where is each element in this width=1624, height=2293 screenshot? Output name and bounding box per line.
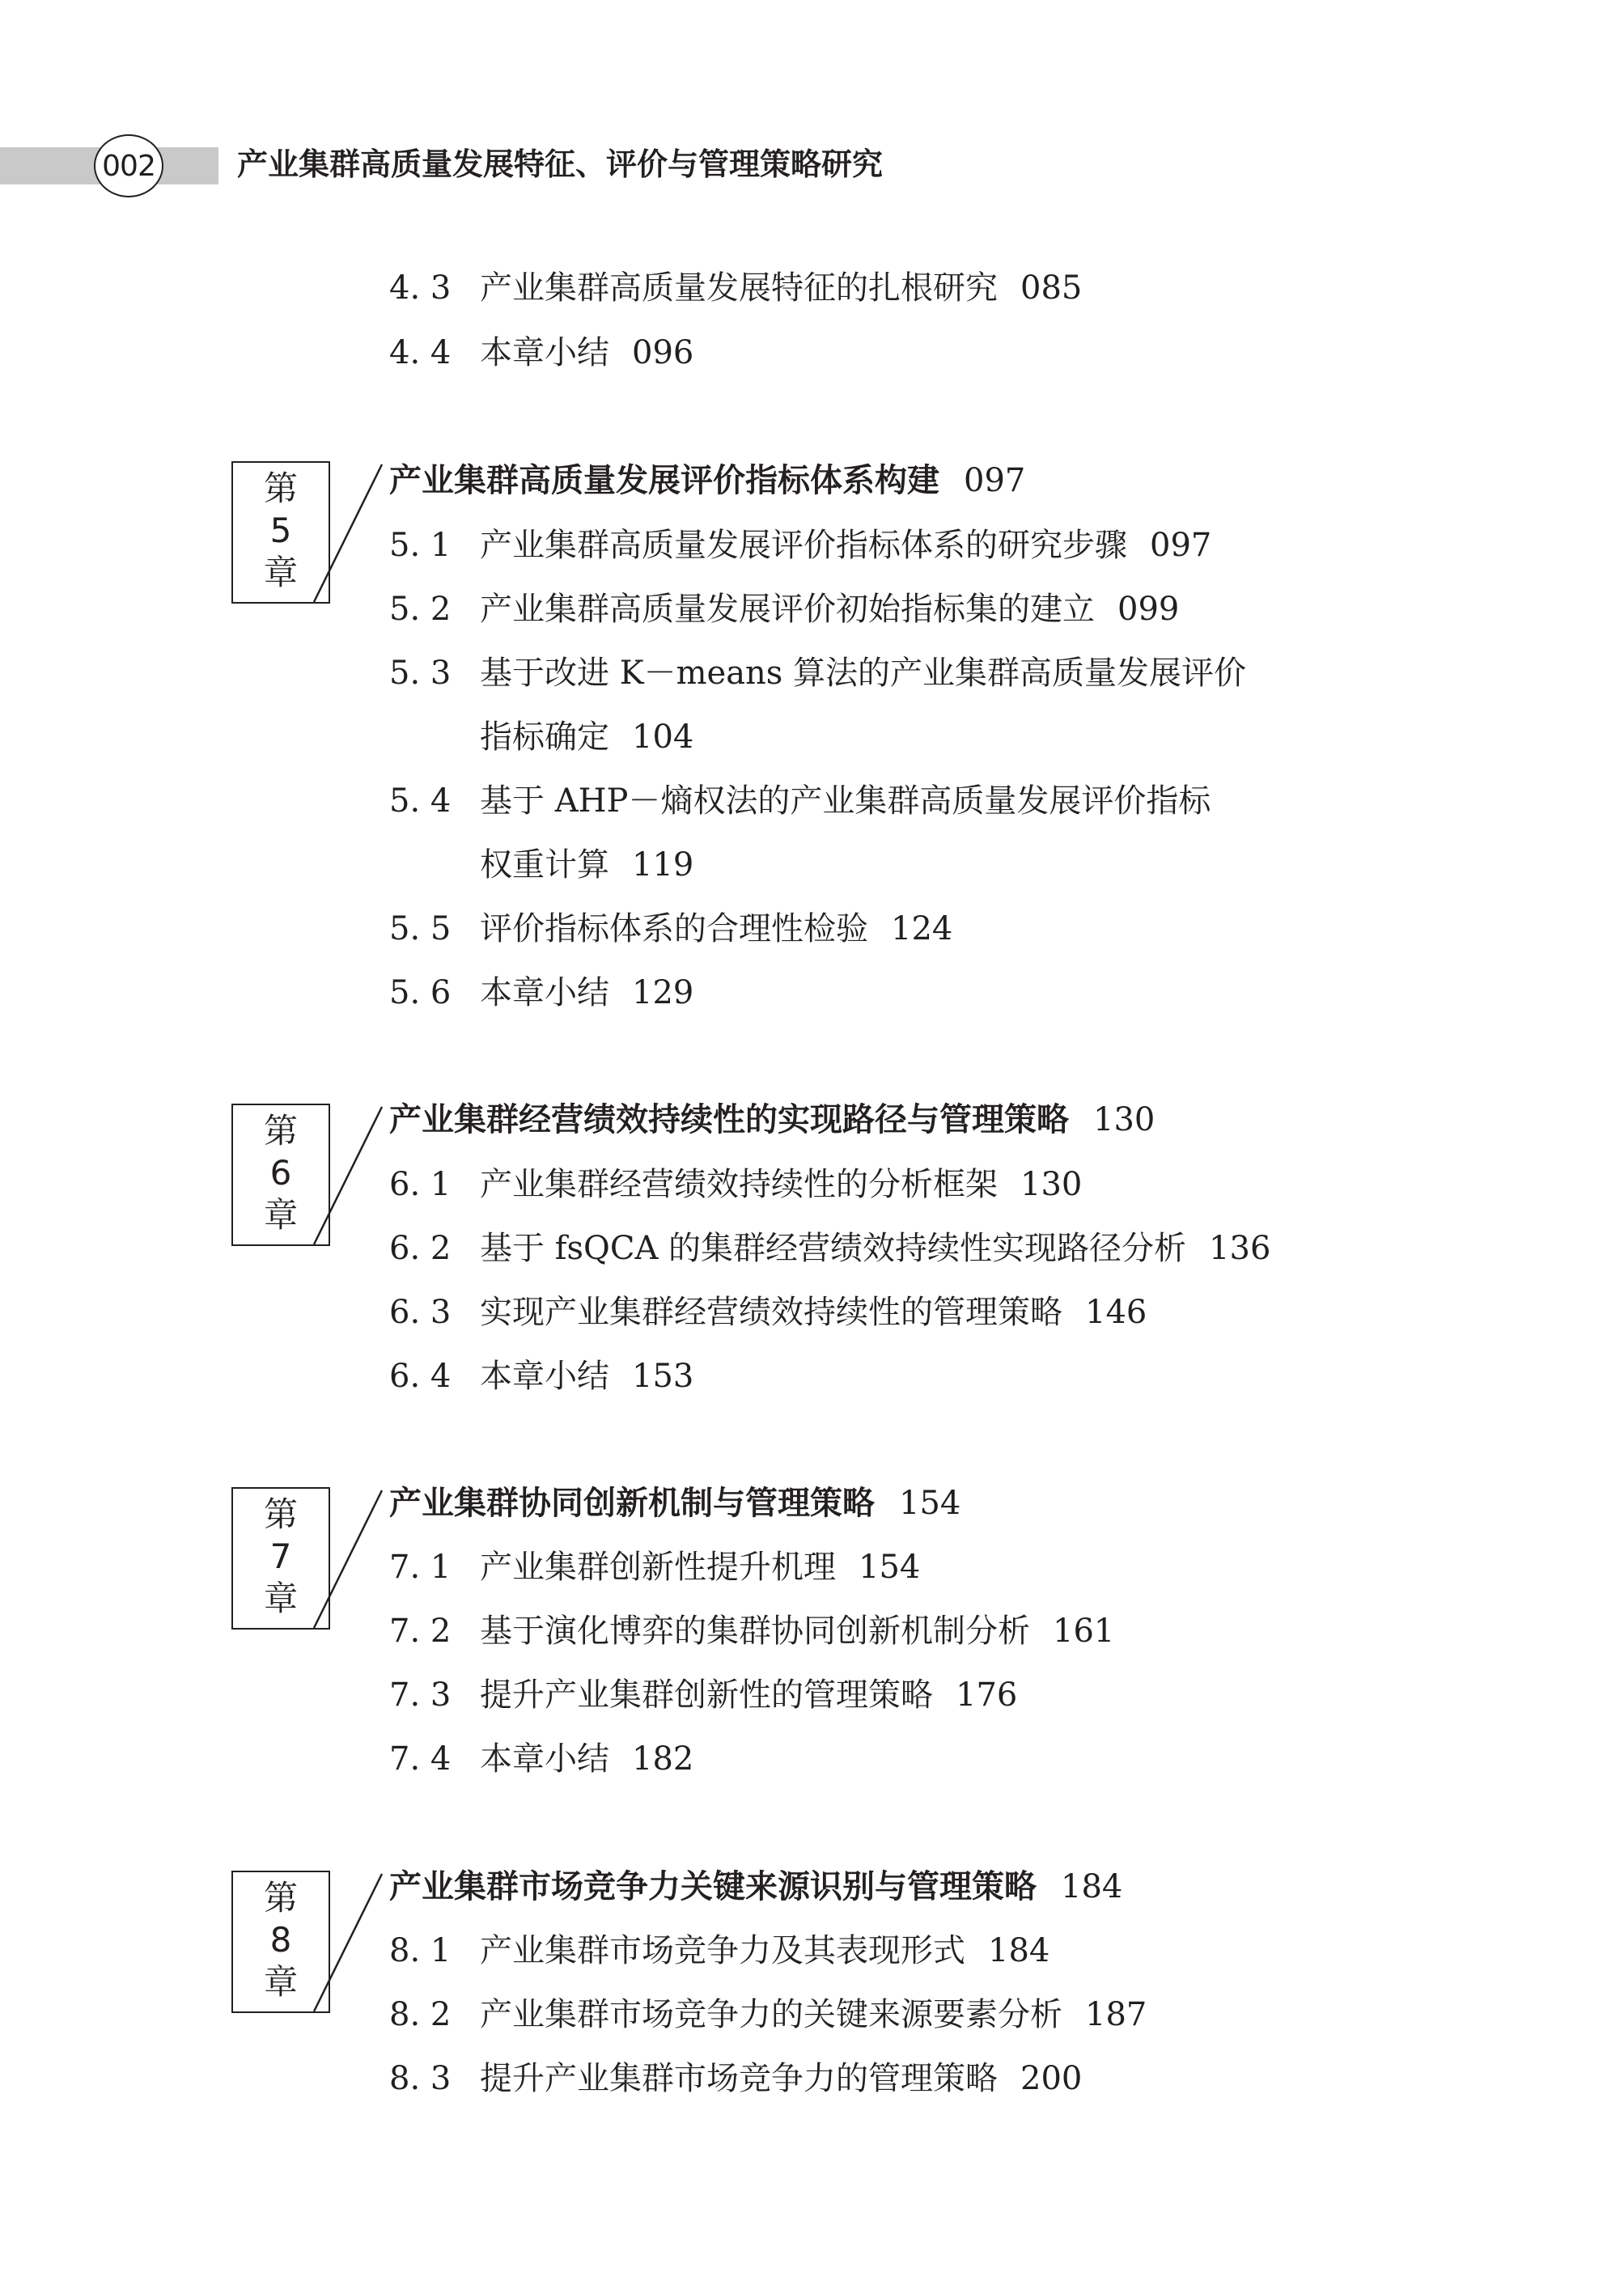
- badge-line: 章: [263, 553, 298, 592]
- badge-line: 第: [263, 1494, 298, 1534]
- chapter-title: [389, 1099, 1155, 1141]
- section-title: 产业集群高质量发展特征的扎根研究: [480, 269, 998, 307]
- chapter-title-text: 产业集群高质量发展评价指标体系构建: [389, 462, 939, 499]
- toc-entry: [389, 1674, 1017, 1716]
- chapter-title-text: 产业集群市场竞争力关键来源识别与管理策略: [389, 1868, 1037, 1905]
- section-title: 本章小结: [480, 1358, 609, 1395]
- chapter-badge: [231, 1104, 330, 1246]
- toc-entry: [389, 1738, 693, 1780]
- toc-entry-continuation: [480, 844, 693, 886]
- badge-diagonal: [314, 1105, 387, 1249]
- toc-entry: [389, 332, 693, 374]
- section-title: 产业集群创新性提升机理: [480, 1549, 836, 1586]
- page-number: 002: [94, 134, 163, 197]
- section-number: 8. 1: [389, 1932, 452, 1969]
- badge-line: 第: [263, 1878, 298, 1918]
- chapter-page: 130: [1093, 1101, 1155, 1138]
- chapter-title-text: 产业集群经营绩效持续性的实现路径与管理策略: [389, 1101, 1069, 1138]
- section-number: 7. 2: [389, 1613, 452, 1650]
- badge-line: 第: [263, 468, 298, 508]
- section-title: 本章小结: [480, 974, 609, 1011]
- section-title: 产业集群高质量发展评价初始指标集的建立: [480, 591, 1095, 628]
- section-page: 161: [1053, 1613, 1115, 1650]
- section-title: 本章小结: [480, 334, 609, 371]
- section-title: 产业集群高质量发展评价指标体系的研究步骤: [480, 527, 1127, 564]
- badge-line: 第: [263, 1111, 298, 1151]
- section-number: 6. 1: [389, 1166, 452, 1203]
- toc-entry: [389, 1610, 1114, 1652]
- section-title: 产业集群市场竞争力及其表现形式: [480, 1932, 965, 1969]
- section-page: 182: [632, 1740, 694, 1778]
- section-number: 6. 3: [389, 1294, 452, 1331]
- chapter-page: 097: [964, 462, 1026, 499]
- section-number: 7. 4: [389, 1740, 452, 1778]
- chapter-badge: [231, 1871, 330, 2013]
- chapter-page: 184: [1061, 1868, 1123, 1905]
- running-title: 产业集群高质量发展特征、评价与管理策略研究: [237, 146, 884, 182]
- toc-entry: [389, 1930, 1049, 1972]
- toc-entry: [389, 1291, 1147, 1333]
- badge-line: 章: [263, 1579, 298, 1618]
- section-title: 评价指标体系的合理性检验: [480, 910, 868, 947]
- section-number: 5. 5: [389, 910, 452, 947]
- chapter-title-text: 产业集群协同创新机制与管理策略: [389, 1485, 875, 1522]
- toc-entry: [389, 972, 693, 1014]
- section-title: 产业集群经营绩效持续性的分析框架: [480, 1166, 998, 1203]
- toc-entry: [389, 1227, 1270, 1269]
- section-number: 5. 6: [389, 974, 452, 1011]
- section-number: 5. 2: [389, 591, 452, 628]
- section-number: 8. 3: [389, 2060, 452, 2097]
- section-page: 136: [1209, 1230, 1271, 1267]
- section-page: 146: [1085, 1294, 1147, 1331]
- badge-diagonal: [314, 1872, 387, 2016]
- section-title: 基于 fsQCA 的集群经营绩效持续性实现路径分析: [480, 1230, 1187, 1267]
- toc-entry: [389, 780, 1211, 822]
- badge-number: 5: [269, 511, 292, 550]
- chapter-title: [389, 1482, 960, 1524]
- badge-diagonal: [314, 1489, 387, 1633]
- section-page: 085: [1020, 269, 1083, 307]
- badge-line: 章: [263, 1195, 298, 1235]
- section-number: 7. 1: [389, 1549, 452, 1586]
- section-page: 153: [632, 1358, 694, 1395]
- badge-number: 7: [269, 1536, 292, 1576]
- section-title: 基于改进 K－means 算法的产业集群高质量发展评价: [480, 655, 1247, 692]
- section-title: 产业集群市场竞争力的关键来源要素分析: [480, 1996, 1062, 2033]
- section-title: 提升产业集群市场竞争力的管理策略: [480, 2060, 998, 2097]
- toc-entry: [389, 2058, 1082, 2100]
- chapter-page: 154: [899, 1485, 961, 1522]
- toc-entry: [389, 1355, 693, 1397]
- chapter-title: [389, 460, 1025, 502]
- section-number: 5. 3: [389, 655, 452, 692]
- section-page: 096: [632, 334, 694, 371]
- section-page: 097: [1150, 527, 1212, 564]
- badge-line: 章: [263, 1962, 298, 2002]
- chapter-title: [389, 1866, 1122, 1908]
- section-page: 154: [859, 1549, 921, 1586]
- section-number: 6. 4: [389, 1358, 452, 1395]
- section-page: 130: [1020, 1166, 1083, 1203]
- badge-number: 8: [269, 1920, 292, 1960]
- section-page: 124: [891, 910, 953, 947]
- section-page: 200: [1020, 2060, 1083, 2097]
- section-page: 099: [1117, 591, 1180, 628]
- chapter-badge: [231, 461, 330, 604]
- section-page: 104: [632, 718, 694, 756]
- toc-entry: [389, 1163, 1082, 1206]
- section-title: 本章小结: [480, 1740, 609, 1778]
- section-title: 基于演化博弈的集群协同创新机制分析: [480, 1613, 1030, 1650]
- section-title-cont: 权重计算: [480, 846, 609, 884]
- section-number: 6. 2: [389, 1230, 452, 1267]
- section-title: 基于 AHP－熵权法的产业集群高质量发展评价指标: [480, 782, 1211, 820]
- chapter-badge: [231, 1487, 330, 1630]
- section-page: 176: [956, 1676, 1018, 1714]
- toc-entry: [389, 588, 1179, 630]
- section-title: 提升产业集群创新性的管理策略: [480, 1676, 933, 1714]
- section-number: 7. 3: [389, 1676, 452, 1714]
- toc-entry: [389, 908, 952, 950]
- section-title-cont: 指标确定: [480, 718, 609, 756]
- section-number: 8. 2: [389, 1996, 452, 2033]
- toc-entry: [389, 524, 1211, 566]
- section-number: 4. 4: [389, 334, 452, 371]
- toc-entry: [389, 267, 1082, 309]
- section-title: 实现产业集群经营绩效持续性的管理策略: [480, 1294, 1062, 1331]
- section-number: 5. 4: [389, 782, 452, 820]
- section-page: 129: [632, 974, 694, 1011]
- badge-number: 6: [269, 1153, 292, 1193]
- section-page: 184: [988, 1932, 1050, 1969]
- section-page: 187: [1085, 1996, 1147, 2033]
- toc-entry: [389, 1546, 920, 1588]
- toc-entry: [389, 1994, 1147, 2036]
- toc-entry: [389, 652, 1246, 694]
- section-number: 4. 3: [389, 269, 452, 307]
- section-number: 5. 1: [389, 527, 452, 564]
- section-page: 119: [632, 846, 694, 884]
- toc-entry-continuation: [480, 716, 693, 758]
- badge-diagonal: [314, 463, 387, 607]
